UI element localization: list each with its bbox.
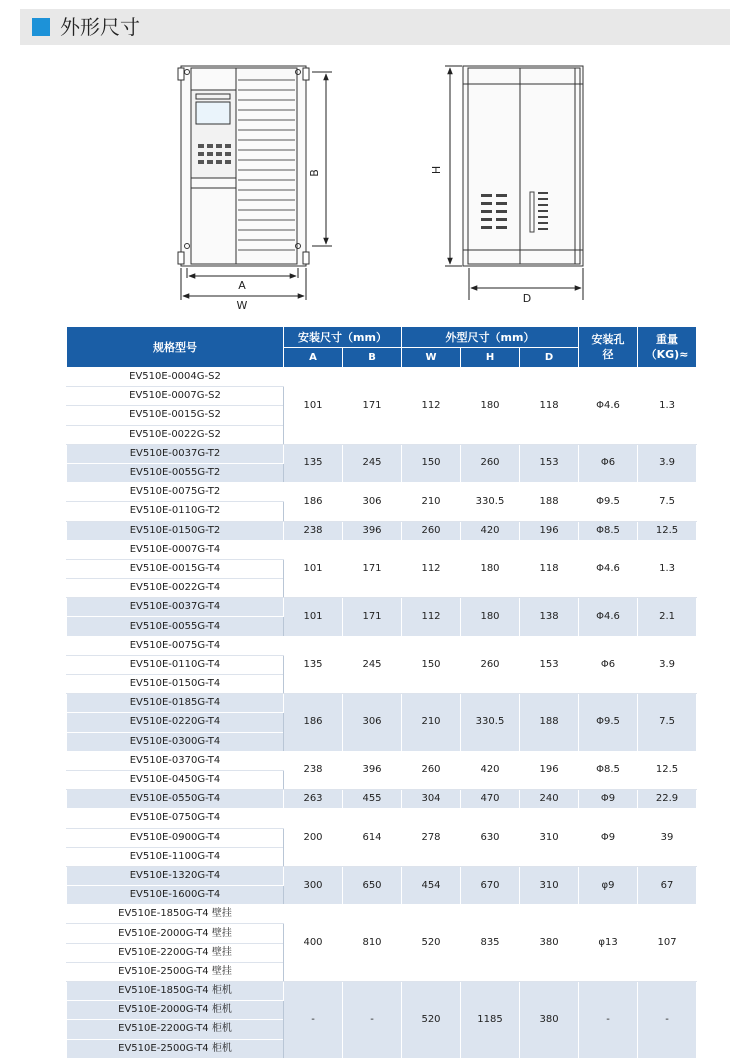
value-cell-d: 188: [520, 483, 579, 521]
value-cell-b: 396: [343, 521, 402, 540]
value-cell-b: 171: [343, 540, 402, 598]
table-row: [67, 598, 697, 617]
value-cell-weight: 39: [638, 809, 697, 867]
col-header-a: A: [284, 348, 343, 368]
value-cell-h: 180: [461, 598, 520, 636]
value-cell-d: 240: [520, 790, 579, 809]
value-cell-hole: Φ9.5: [579, 483, 638, 521]
table-row: [67, 905, 697, 924]
model-cell: EV510E-2500G-T4 壁挂: [67, 962, 284, 981]
value-cell-h: 420: [461, 751, 520, 789]
col-header-weight: 重量 （KG)≈: [638, 327, 697, 368]
model-cell: EV510E-0055G-T2: [67, 463, 284, 482]
front-view: [178, 66, 309, 266]
value-cell-w: 210: [402, 483, 461, 521]
side-view: [463, 66, 583, 266]
value-cell-h: 180: [461, 540, 520, 598]
col-header-model: 规格型号: [67, 327, 284, 368]
table-row: [67, 540, 697, 559]
value-cell-b: 810: [343, 905, 402, 982]
model-cell: EV510E-0022G-T4: [67, 579, 284, 598]
value-cell-d: 153: [520, 636, 579, 694]
value-cell-a: 186: [284, 483, 343, 521]
table-row: [67, 483, 697, 502]
model-cell: EV510E-1850G-T4 柜机: [67, 982, 284, 1001]
model-cell: EV510E-0220G-T4: [67, 713, 284, 732]
value-cell-b: 171: [343, 368, 402, 445]
value-cell-weight: 2.1: [638, 598, 697, 636]
spec-table: [66, 326, 697, 1059]
value-cell-w: 454: [402, 866, 461, 904]
col-header-hole: 安装孔 径: [579, 327, 638, 368]
value-cell-hole: Φ9.5: [579, 694, 638, 752]
model-cell: EV510E-0110G-T4: [67, 655, 284, 674]
value-cell-a: 135: [284, 636, 343, 694]
value-cell-d: 138: [520, 598, 579, 636]
value-cell-w: 260: [402, 521, 461, 540]
value-cell-weight: 7.5: [638, 694, 697, 752]
value-cell-h: 420: [461, 521, 520, 540]
value-cell-a: 263: [284, 790, 343, 809]
page-title: 外形尺寸: [60, 15, 140, 39]
value-cell-weight: 1.3: [638, 368, 697, 445]
model-cell: EV510E-0075G-T2: [67, 483, 284, 502]
value-cell-h: 330.5: [461, 483, 520, 521]
value-cell-d: 188: [520, 694, 579, 752]
value-cell-hole: Φ8.5: [579, 521, 638, 540]
value-cell-a: 101: [284, 368, 343, 445]
model-cell: EV510E-1320G-T4: [67, 866, 284, 885]
value-cell-w: 520: [402, 905, 461, 982]
table-row: [67, 368, 697, 387]
value-cell-w: 112: [402, 598, 461, 636]
dim-label-h: H: [430, 165, 443, 175]
value-cell-b: 455: [343, 790, 402, 809]
value-cell-a: 238: [284, 521, 343, 540]
table-row: [67, 694, 697, 713]
value-cell-a: 400: [284, 905, 343, 982]
table-row: [67, 790, 697, 809]
value-cell-hole: Φ9: [579, 790, 638, 809]
value-cell-weight: 12.5: [638, 521, 697, 540]
value-cell-b: 171: [343, 598, 402, 636]
model-cell: EV510E-1100G-T4: [67, 847, 284, 866]
model-cell: EV510E-0015G-T4: [67, 559, 284, 578]
value-cell-b: 306: [343, 694, 402, 752]
section-header: [20, 9, 730, 45]
value-cell-weight: 67: [638, 866, 697, 904]
value-cell-d: 196: [520, 751, 579, 789]
table-row: [67, 751, 697, 770]
value-cell-weight: 22.9: [638, 790, 697, 809]
value-cell-hole: Φ8.5: [579, 751, 638, 789]
col-header-outline: 外型尺寸（mm）: [402, 327, 579, 348]
value-cell-weight: 12.5: [638, 751, 697, 789]
value-cell-w: 150: [402, 444, 461, 482]
model-cell: EV510E-0150G-T2: [67, 521, 284, 540]
value-cell-d: 118: [520, 368, 579, 445]
model-cell: EV510E-0055G-T4: [67, 617, 284, 636]
dim-label-b: B: [308, 169, 321, 177]
value-cell-a: 101: [284, 598, 343, 636]
model-cell: EV510E-0075G-T4: [67, 636, 284, 655]
col-header-w: W: [402, 348, 461, 368]
model-cell: EV510E-2200G-T4 柜机: [67, 1020, 284, 1039]
value-cell-hole: Φ6: [579, 636, 638, 694]
value-cell-d: 380: [520, 982, 579, 1059]
value-cell-w: 260: [402, 751, 461, 789]
value-cell-h: 180: [461, 368, 520, 445]
value-cell-b: 614: [343, 809, 402, 867]
value-cell-w: 210: [402, 694, 461, 752]
value-cell-w: 150: [402, 636, 461, 694]
value-cell-h: 630: [461, 809, 520, 867]
model-cell: EV510E-1600G-T4: [67, 886, 284, 905]
value-cell-hole: Φ4.6: [579, 368, 638, 445]
value-cell-b: -: [343, 982, 402, 1059]
model-cell: EV510E-2000G-T4 壁挂: [67, 924, 284, 943]
table-row: [67, 866, 697, 885]
value-cell-a: 200: [284, 809, 343, 867]
model-cell: EV510E-0150G-T4: [67, 675, 284, 694]
value-cell-a: 135: [284, 444, 343, 482]
model-cell: EV510E-2500G-T4 柜机: [67, 1039, 284, 1058]
value-cell-a: 238: [284, 751, 343, 789]
model-cell: EV510E-0900G-T4: [67, 828, 284, 847]
value-cell-b: 306: [343, 483, 402, 521]
model-cell: EV510E-0004G-S2: [67, 368, 284, 387]
value-cell-d: 310: [520, 866, 579, 904]
dim-label-d: D: [522, 292, 532, 305]
value-cell-b: 396: [343, 751, 402, 789]
value-cell-weight: 1.3: [638, 540, 697, 598]
value-cell-h: 260: [461, 636, 520, 694]
value-cell-h: 1185: [461, 982, 520, 1059]
value-cell-weight: 3.9: [638, 636, 697, 694]
dimension-drawing: [0, 58, 750, 320]
model-cell: EV510E-0037G-T2: [67, 444, 284, 463]
value-cell-b: 245: [343, 444, 402, 482]
value-cell-d: 310: [520, 809, 579, 867]
value-cell-a: -: [284, 982, 343, 1059]
col-header-h: H: [461, 348, 520, 368]
value-cell-weight: 3.9: [638, 444, 697, 482]
col-header-b: B: [343, 348, 402, 368]
section-marker-icon: [32, 18, 50, 36]
model-cell: EV510E-2200G-T4 壁挂: [67, 943, 284, 962]
value-cell-b: 650: [343, 866, 402, 904]
model-cell: EV510E-0022G-S2: [67, 425, 284, 444]
value-cell-w: 304: [402, 790, 461, 809]
value-cell-w: 278: [402, 809, 461, 867]
value-cell-d: 380: [520, 905, 579, 982]
table-row: [67, 444, 697, 463]
value-cell-h: 835: [461, 905, 520, 982]
dim-label-w: W: [236, 299, 248, 312]
col-header-d: D: [520, 348, 579, 368]
value-cell-h: 470: [461, 790, 520, 809]
value-cell-hole: φ9: [579, 866, 638, 904]
model-cell: EV510E-0007G-T4: [67, 540, 284, 559]
model-cell: EV510E-0370G-T4: [67, 751, 284, 770]
value-cell-d: 153: [520, 444, 579, 482]
table-row: [67, 636, 697, 655]
model-cell: EV510E-0550G-T4: [67, 790, 284, 809]
value-cell-a: 300: [284, 866, 343, 904]
value-cell-d: 118: [520, 540, 579, 598]
value-cell-h: 260: [461, 444, 520, 482]
value-cell-w: 112: [402, 368, 461, 445]
value-cell-hole: -: [579, 982, 638, 1059]
model-cell: EV510E-0300G-T4: [67, 732, 284, 751]
model-cell: EV510E-0037G-T4: [67, 598, 284, 617]
value-cell-weight: 107: [638, 905, 697, 982]
value-cell-a: 186: [284, 694, 343, 752]
model-cell: EV510E-0110G-T2: [67, 502, 284, 521]
value-cell-hole: Φ6: [579, 444, 638, 482]
value-cell-b: 245: [343, 636, 402, 694]
value-cell-hole: φ13: [579, 905, 638, 982]
model-cell: EV510E-0015G-S2: [67, 406, 284, 425]
model-cell: EV510E-0750G-T4: [67, 809, 284, 828]
dim-label-a: A: [238, 279, 246, 292]
value-cell-weight: -: [638, 982, 697, 1059]
value-cell-h: 670: [461, 866, 520, 904]
value-cell-w: 520: [402, 982, 461, 1059]
value-cell-hole: Φ4.6: [579, 540, 638, 598]
model-cell: EV510E-0450G-T4: [67, 770, 284, 789]
model-cell: EV510E-0185G-T4: [67, 694, 284, 713]
col-header-mount: 安装尺寸（mm）: [284, 327, 402, 348]
model-cell: EV510E-2000G-T4 柜机: [67, 1001, 284, 1020]
value-cell-a: 101: [284, 540, 343, 598]
value-cell-weight: 7.5: [638, 483, 697, 521]
value-cell-w: 112: [402, 540, 461, 598]
table-row: [67, 521, 697, 540]
value-cell-d: 196: [520, 521, 579, 540]
table-row: [67, 982, 697, 1001]
value-cell-hole: Φ9: [579, 809, 638, 867]
value-cell-hole: Φ4.6: [579, 598, 638, 636]
model-cell: EV510E-0007G-S2: [67, 387, 284, 406]
model-cell: EV510E-1850G-T4 壁挂: [67, 905, 284, 924]
value-cell-h: 330.5: [461, 694, 520, 752]
table-row: [67, 809, 697, 828]
